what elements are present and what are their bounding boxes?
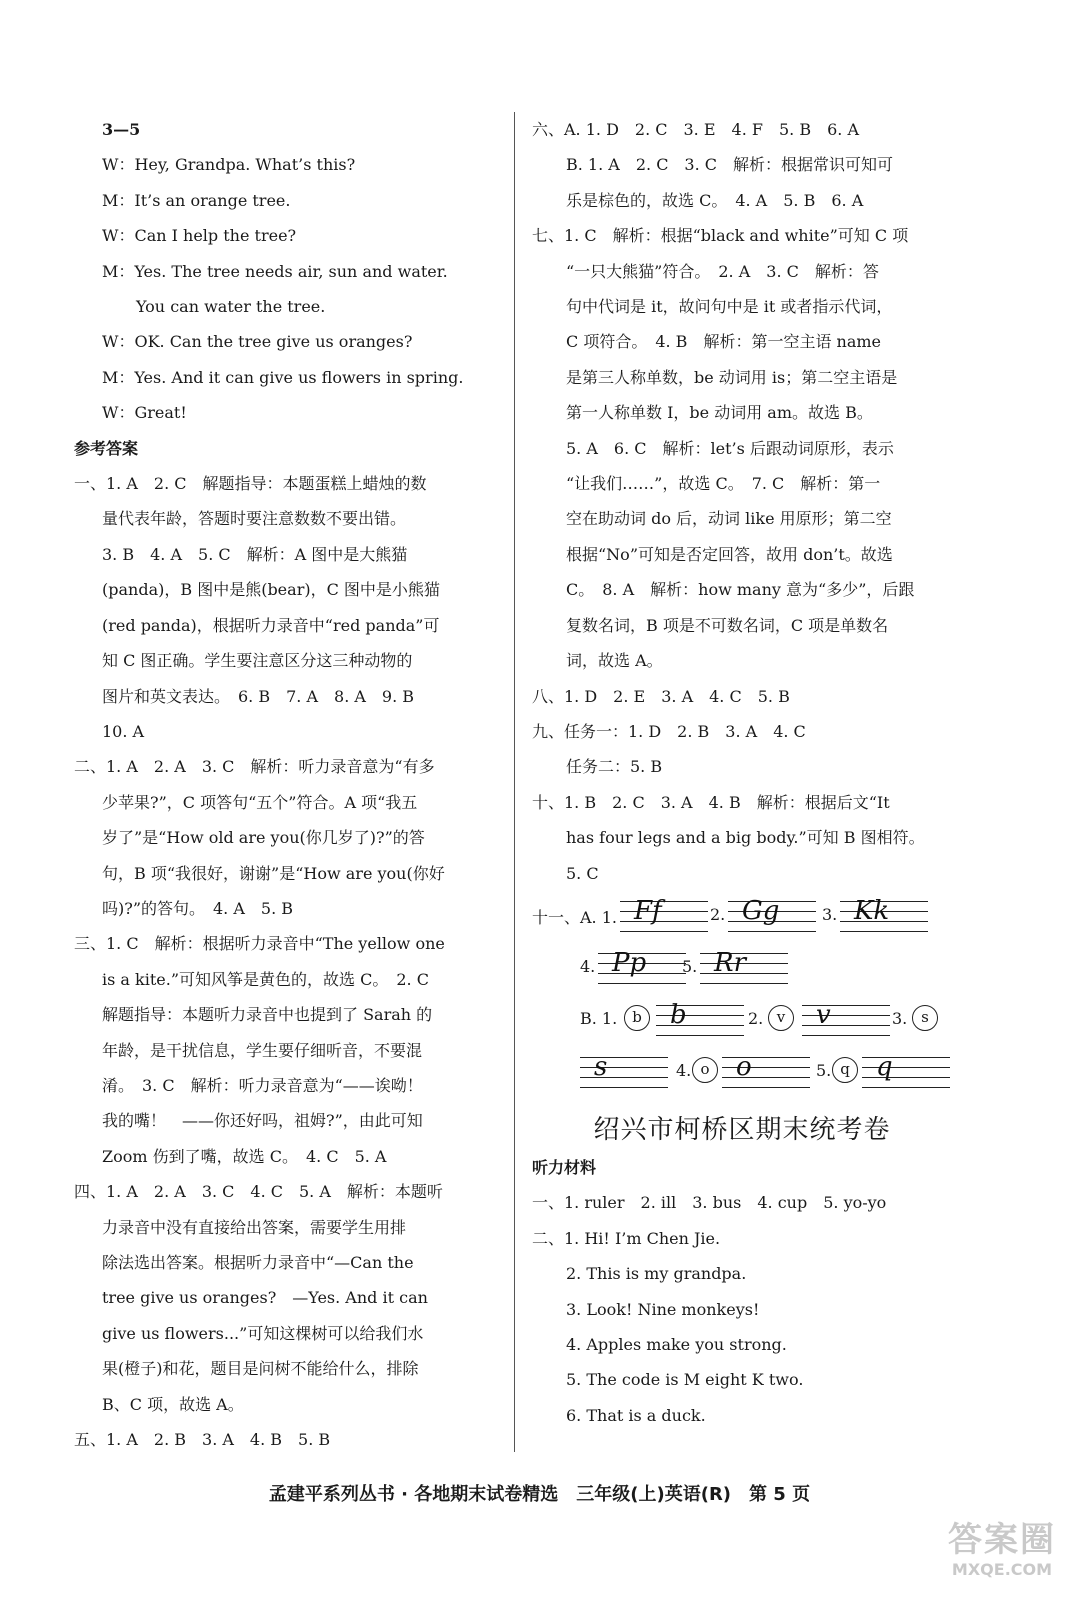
dialog-line: W：Great! — [102, 403, 187, 423]
writing-label: 十一、A. 1. — [532, 907, 617, 927]
dialog-line: W：Can I help the tree? — [102, 226, 297, 246]
answer-line: 四、1. A 2. A 3. C 4. C 5. A 解析：本题听 — [74, 1182, 443, 1202]
answer-line: 八、1. D 2. E 3. A 4. C 5. B — [532, 686, 790, 706]
answer-line: 淆。 3. C 解析：听力录音意为“——诶呦！ — [102, 1075, 423, 1095]
handwritten-letters: b — [670, 999, 687, 1030]
answer-line: give us flowers...”可知这棵树可以给我们水 — [102, 1323, 424, 1343]
dialog-line: M：It’s an orange tree. — [102, 190, 291, 210]
dialog-line: W：Hey, Grandpa. What’s this? — [102, 155, 356, 175]
handwriting-box — [840, 895, 928, 931]
handwritten-letters: s — [594, 1051, 608, 1082]
answer-line: 句，B 项“我很好，谢谢”是“How are you(你好 — [102, 863, 445, 883]
writing-label: 3. — [822, 904, 838, 924]
writing-label: 3. — [892, 1008, 908, 1028]
writing-label: 5. — [682, 956, 698, 976]
answer-line: “让我们……”，故选 C。 7. C 解析：第一 — [566, 474, 881, 494]
page-footer: 孟建平系列丛书 · 各地期末试卷精选 三年级(上)英语(R) 第 5 页 — [268, 1484, 811, 1505]
handwritten-letters: Pp — [612, 947, 647, 978]
listening-line: 3. Look! Nine monkeys! — [566, 1299, 760, 1319]
writing-label: 4. — [676, 1060, 692, 1080]
answer-line: 二、1. A 2. A 3. C 解析：听力录音意为“有多 — [74, 757, 435, 777]
handwritten-letters: Rr — [714, 947, 747, 978]
answer-line: 词，故选 A。 — [566, 651, 663, 671]
answer-line: 岁了”是“How old are you(你几岁了)?”的答 — [102, 828, 425, 848]
answer-line: 乐是棕色的，故选 C。 4. A 5. B 6. A — [566, 190, 864, 210]
answer-line: 九、任务一：1. D 2. B 3. A 4. C — [532, 721, 806, 741]
answer-line: 一、1. A 2. C 解题指导：本题蛋糕上蜡烛的数 — [74, 474, 427, 494]
answer-line: 少苹果?”，C 项答句“五个”符合。A 项“我五 — [102, 792, 418, 812]
writing-row-a2 — [532, 943, 952, 995]
handwritten-letters: o — [736, 1051, 752, 1082]
answer-line: 10. A — [102, 721, 145, 741]
writing-label: 2. — [748, 1008, 764, 1028]
listening-line: 一、1. ruler 2. ill 3. bus 4. cup 5. yo-yo — [532, 1193, 887, 1213]
answer-line: 5. A 6. C 解析：let’s 后跟动词原形，表示 — [566, 438, 894, 458]
answer-line: 第一人称单数 I，be 动词用 am。故选 B。 — [566, 403, 873, 423]
writing-row-b2 — [532, 1047, 952, 1099]
answer-line: Zoom 伤到了嘴，故选 C。 4. C 5. A — [102, 1146, 387, 1166]
answer-line: C 项符合。 4. B 解析：第一空主语 name — [566, 332, 882, 352]
handwriting-box — [862, 1051, 950, 1087]
answer-line: “一只大熊猫”符合。 2. A 3. C 解析：答 — [566, 261, 879, 281]
listening-line: 6. That is a duck. — [566, 1405, 706, 1425]
left-column — [74, 112, 502, 1457]
handwriting-box — [802, 999, 890, 1035]
handwritten-letters: q — [876, 1051, 893, 1082]
answer-line: 图片和英文表达。 6. B 7. A 8. A 9. B — [102, 686, 415, 706]
watermark-logo — [932, 1520, 1072, 1594]
section-title: 绍兴市柯桥区期末统考卷 — [593, 1114, 891, 1145]
handwritten-letters: Gg — [742, 895, 780, 926]
answer-line: 复数名词，B 项是不可数名词，C 项是单数名 — [566, 615, 889, 635]
writing-row-b1 — [532, 995, 952, 1047]
answer-line: C。 8. A 解析：how many 意为“多少”，后跟 — [566, 580, 915, 600]
answer-line: 年龄，是干扰信息，学生要仔细听音，不要混 — [102, 1040, 423, 1060]
column-divider — [514, 112, 515, 1452]
answer-line: 解题指导：本题听力录音中也提到了 Sarah 的 — [102, 1005, 433, 1025]
dialog-line: M：Yes. The tree needs air, sun and water. — [102, 261, 448, 281]
listening-heading: 听力材料 — [532, 1157, 597, 1177]
dialog-line: M：Yes. And it can give us flowers in spring. — [102, 367, 464, 387]
handwriting-box — [620, 895, 708, 931]
answer-line: 句中代词是 it，故问句中是 it 或者指示代词， — [566, 297, 893, 317]
answer-line: 七、1. C 解析：根据“black and white”可知 C 项 — [532, 226, 909, 246]
answers-heading: 参考答案 — [74, 438, 139, 458]
circled-letter: q — [832, 1057, 858, 1083]
answer-line: 5. C — [566, 863, 599, 883]
answer-line: B. 1. A 2. C 3. C 解析：根据常识可知可 — [566, 155, 894, 175]
writing-label: B. 1. — [580, 1008, 618, 1028]
answer-line: has four legs and a big body.”可知 B 图相符。 — [566, 828, 925, 848]
answer-line: is a kite.”可知风筝是黄色的，故选 C。 2. C — [102, 969, 429, 989]
circled-letter: b — [624, 1005, 650, 1031]
listening-line: 4. Apples make you strong. — [566, 1334, 787, 1354]
answer-line: 果(橙子)和花，题目是问树不能给什么，排除 — [102, 1359, 419, 1379]
answer-line: 根据“No”可知是否定回答，故用 don’t。故选 — [566, 544, 893, 564]
answer-line: (red panda)，根据听力录音中“red panda”可 — [102, 615, 440, 635]
circled-letter: s — [912, 1005, 938, 1031]
handwriting-box — [722, 1051, 810, 1087]
writing-label: 5. — [816, 1060, 832, 1080]
answer-line: tree give us oranges? —Yes. And it can — [102, 1288, 428, 1308]
watermark-domain: MXQE.COM — [951, 1560, 1053, 1579]
answer-line: 空在助动词 do 后，动词 like 用原形；第二空 — [566, 509, 892, 529]
writing-label: 4. — [580, 956, 596, 976]
answer-line: 十、1. B 2. C 3. A 4. B 解析：根据后文“It — [532, 792, 890, 812]
answer-line: 量代表年龄，答题时要注意数数不要出错。 — [102, 509, 407, 529]
answer-line: 五、1. A 2. B 3. A 4. B 5. B — [74, 1430, 331, 1450]
circled-letter: o — [692, 1057, 718, 1083]
dialog-title: 3—5 — [102, 120, 141, 139]
answer-line: 力录音中没有直接给出答案，需要学生用排 — [102, 1217, 407, 1237]
answer-line: 除法选出答案。根据听力录音中“—Can the — [102, 1253, 414, 1272]
handwriting-box — [728, 895, 816, 931]
right-column — [532, 112, 952, 1433]
listening-line: 2. This is my grandpa. — [566, 1264, 747, 1284]
answer-line: 任务二：5. B — [566, 757, 663, 777]
handwriting-box — [656, 999, 744, 1035]
handwriting-box — [598, 947, 686, 983]
answer-line: 知 C 图正确。学生要注意区分这三种动物的 — [102, 651, 413, 671]
circled-letter: v — [768, 1005, 794, 1031]
answer-line: 六、A. 1. D 2. C 3. E 4. F 5. B 6. A — [532, 120, 860, 139]
answer-line: 吗)?”的答句。 4. A 5. B — [102, 898, 294, 918]
handwritten-letters: Kk — [854, 895, 890, 926]
handwriting-box — [580, 1051, 668, 1087]
dialog-line: You can water the tree. — [136, 297, 326, 317]
listening-line: 二、1. Hi! I’m Chen Jie. — [532, 1228, 721, 1248]
writing-label: 2. — [710, 904, 726, 924]
writing-row-a1 — [532, 891, 952, 943]
answer-line: B、C 项，故选 A。 — [102, 1394, 244, 1414]
answer-line: 3. B 4. A 5. C 解析：A 图中是大熊猫 — [102, 544, 408, 564]
watermark-text: 答案圈 — [948, 1520, 1056, 1560]
answer-line: 是第三人称单数，be 动词用 is；第二空主语是 — [566, 367, 898, 387]
dialog-line: W：OK. Can the tree give us oranges? — [102, 332, 413, 352]
answer-line: 三、1. C 解析：根据听力录音中“The yellow one — [74, 934, 445, 954]
answer-line: 我的嘴！ ——你还好吗，祖姆?”，由此可知 — [102, 1111, 423, 1131]
handwriting-box — [700, 947, 788, 983]
answer-line: (panda)，B 图中是熊(bear)，C 图中是小熊猫 — [102, 580, 440, 600]
handwritten-letters: Ff — [634, 895, 662, 926]
handwritten-letters: v — [816, 999, 831, 1030]
listening-line: 5. The code is M eight K two. — [566, 1370, 804, 1390]
